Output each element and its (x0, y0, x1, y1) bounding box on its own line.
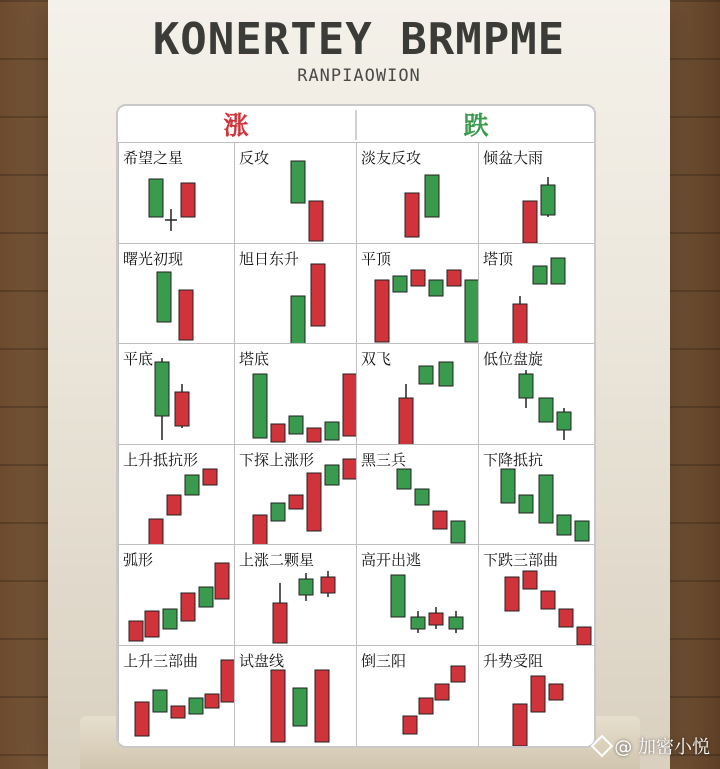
green-candle (541, 185, 555, 215)
pattern-diagram (235, 143, 357, 244)
pattern-diagram (357, 545, 479, 646)
green-candle (397, 469, 411, 489)
green-candle (291, 161, 305, 203)
red-candle (541, 591, 555, 609)
green-candle (189, 698, 203, 714)
green-candle (415, 489, 429, 505)
pattern-label: 希望之星 (123, 149, 184, 167)
red-candle (175, 392, 189, 426)
pattern-label: 平顶 (361, 249, 392, 268)
green-candle (465, 280, 479, 342)
red-candle (505, 577, 519, 611)
red-candle (433, 511, 447, 529)
red-candle (577, 627, 591, 645)
pattern-cell (478, 645, 594, 746)
red-candle (399, 398, 413, 445)
pattern-label: 平底 (123, 350, 154, 369)
red-candle (181, 593, 195, 621)
green-candle (519, 495, 533, 513)
pattern-diagram (357, 445, 479, 546)
red-candle (411, 270, 425, 286)
green-candle (149, 179, 163, 217)
pattern-label: 低位盘旋 (483, 350, 544, 369)
pattern-diagram (119, 445, 235, 546)
pattern-cell (118, 343, 234, 444)
pattern-label: 弧形 (123, 551, 154, 570)
green-candle (325, 422, 339, 440)
pattern-label: 塔底 (239, 350, 270, 369)
red-candle (271, 670, 285, 742)
pattern-diagram (235, 545, 357, 646)
red-candle (215, 563, 229, 599)
green-candle (439, 362, 453, 386)
red-candle (451, 666, 465, 682)
pattern-diagram (479, 545, 595, 646)
green-candle (153, 690, 167, 712)
pattern-cell (118, 243, 234, 344)
pattern-cell (118, 142, 234, 243)
pattern-label: 双飞 (361, 350, 392, 369)
red-candle (419, 698, 433, 714)
pattern-diagram (119, 545, 235, 646)
red-candle (523, 201, 537, 243)
red-candle (203, 469, 217, 485)
green-candle (419, 366, 433, 384)
red-candle (205, 694, 219, 708)
pattern-cell (356, 243, 478, 344)
pattern-diagram (479, 244, 595, 345)
page-title: KONERTEY BRMPME (152, 14, 566, 65)
red-candle (403, 716, 417, 734)
pattern-label: 上升抵抗形 (123, 450, 199, 469)
pattern-label: 旭日东升 (239, 249, 300, 268)
pattern-diagram (479, 143, 595, 244)
green-candle (157, 272, 171, 322)
pattern-cell (234, 142, 356, 243)
green-candle (155, 362, 169, 416)
green-candle (539, 398, 553, 422)
red-candle (253, 515, 267, 545)
pattern-diagram (479, 445, 595, 546)
red-candle (309, 201, 323, 241)
green-candle (551, 258, 565, 284)
green-candle (533, 266, 547, 284)
red-candle (513, 304, 527, 345)
pattern-label: 下探上涨形 (239, 450, 315, 469)
pattern-cell (356, 142, 478, 243)
green-candle (325, 465, 339, 485)
pattern-cell (234, 444, 356, 545)
pattern-label: 试盘线 (239, 652, 285, 670)
red-candle (343, 459, 357, 479)
green-candle (449, 617, 463, 629)
green-candle (539, 475, 553, 523)
green-candle (411, 617, 425, 629)
green-candle (519, 374, 533, 398)
pattern-cell (118, 444, 234, 545)
red-candle (171, 706, 185, 718)
red-candle (307, 473, 321, 531)
pattern-cell (234, 544, 356, 645)
red-candle (135, 702, 149, 736)
pattern-cell (478, 444, 594, 545)
red-candle (311, 264, 325, 326)
pattern-cell (356, 343, 478, 444)
pattern-diagram (479, 344, 595, 445)
pattern-diagram (119, 344, 235, 445)
pattern-diagram (119, 244, 235, 345)
pattern-cell (356, 444, 478, 545)
pattern-cell (234, 343, 356, 444)
pattern-label: 高开出逃 (361, 551, 422, 570)
pattern-label: 淡友反攻 (361, 149, 422, 167)
red-candle (375, 280, 389, 342)
pattern-diagram (357, 143, 479, 244)
pattern-diagram (235, 344, 357, 445)
red-candle (321, 577, 335, 593)
pattern-label: 上升三部曲 (123, 652, 199, 670)
pattern-cell (356, 645, 478, 746)
page-subtitle: RANPIAOWION (297, 66, 421, 86)
pattern-cell (478, 544, 594, 645)
pattern-label: 塔顶 (483, 249, 514, 268)
header-up: 涨 (223, 111, 249, 140)
red-candle (559, 609, 573, 627)
pattern-cell (478, 243, 594, 344)
pattern-label: 反攻 (239, 149, 270, 167)
pattern-label: 倒三阳 (361, 652, 407, 670)
pattern-label: 下降抵抗 (483, 450, 544, 469)
green-candle (391, 575, 405, 617)
red-candle (531, 676, 545, 712)
green-candle (293, 688, 307, 726)
pattern-label: 下跌三部曲 (483, 551, 559, 570)
pattern-diagram (357, 646, 479, 747)
green-candle (271, 503, 285, 521)
green-candle (557, 412, 571, 430)
green-candle (199, 587, 213, 607)
red-candle (447, 270, 461, 286)
pattern-diagram (235, 646, 357, 747)
green-candle (501, 469, 515, 503)
pattern-cell (478, 142, 594, 243)
pattern-cell (234, 243, 356, 344)
pattern-label: 倾盆大雨 (483, 149, 544, 167)
pattern-cell (118, 544, 234, 645)
green-candle (299, 579, 313, 595)
pattern-label: 黑三兵 (361, 450, 407, 469)
pattern-diagram (119, 646, 235, 747)
red-candle (429, 613, 443, 625)
green-candle (557, 515, 571, 535)
watermark-text: @ 加密小悦 (614, 737, 710, 758)
red-candle (523, 571, 537, 589)
pattern-diagram (357, 244, 479, 345)
pattern-cell (478, 343, 594, 444)
red-candle (129, 621, 143, 641)
candlestick-pattern-sheet (116, 104, 596, 748)
pattern-cell (356, 544, 478, 645)
pattern-cell (234, 645, 356, 746)
green-candle (185, 475, 199, 495)
red-candle (343, 374, 357, 436)
green-candle (393, 276, 407, 292)
red-candle (549, 684, 563, 700)
green-candle (291, 296, 305, 344)
watermark (594, 733, 710, 759)
red-candle (513, 704, 527, 746)
pattern-diagram (119, 143, 235, 244)
red-candle (181, 183, 195, 217)
red-candle (221, 660, 235, 702)
green-candle (575, 521, 589, 541)
red-candle (145, 611, 159, 637)
red-candle (405, 193, 419, 237)
red-candle (149, 519, 163, 546)
red-candle (273, 603, 287, 643)
red-candle (167, 495, 181, 515)
header-divider (355, 110, 357, 140)
green-candle (253, 374, 267, 438)
diamond-logo-icon (591, 735, 614, 758)
green-candle (429, 280, 443, 296)
red-candle (307, 428, 321, 442)
pattern-diagram (235, 445, 357, 546)
pattern-grid (118, 142, 594, 746)
red-candle (435, 684, 449, 700)
green-candle (425, 175, 439, 217)
red-candle (315, 670, 329, 742)
pattern-label: 曙光初现 (123, 249, 184, 268)
pattern-diagram (235, 244, 357, 345)
red-candle (289, 495, 303, 509)
header-down: 跌 (463, 111, 489, 140)
red-candle (271, 424, 285, 442)
pattern-diagram (479, 646, 595, 747)
green-candle (163, 609, 177, 629)
green-candle (451, 521, 465, 543)
red-candle (179, 290, 193, 340)
pattern-label: 升势受阻 (483, 652, 544, 670)
pattern-cell (118, 645, 234, 746)
green-candle (289, 416, 303, 434)
pattern-diagram (357, 344, 479, 445)
pattern-label: 上涨二颗星 (239, 551, 315, 570)
